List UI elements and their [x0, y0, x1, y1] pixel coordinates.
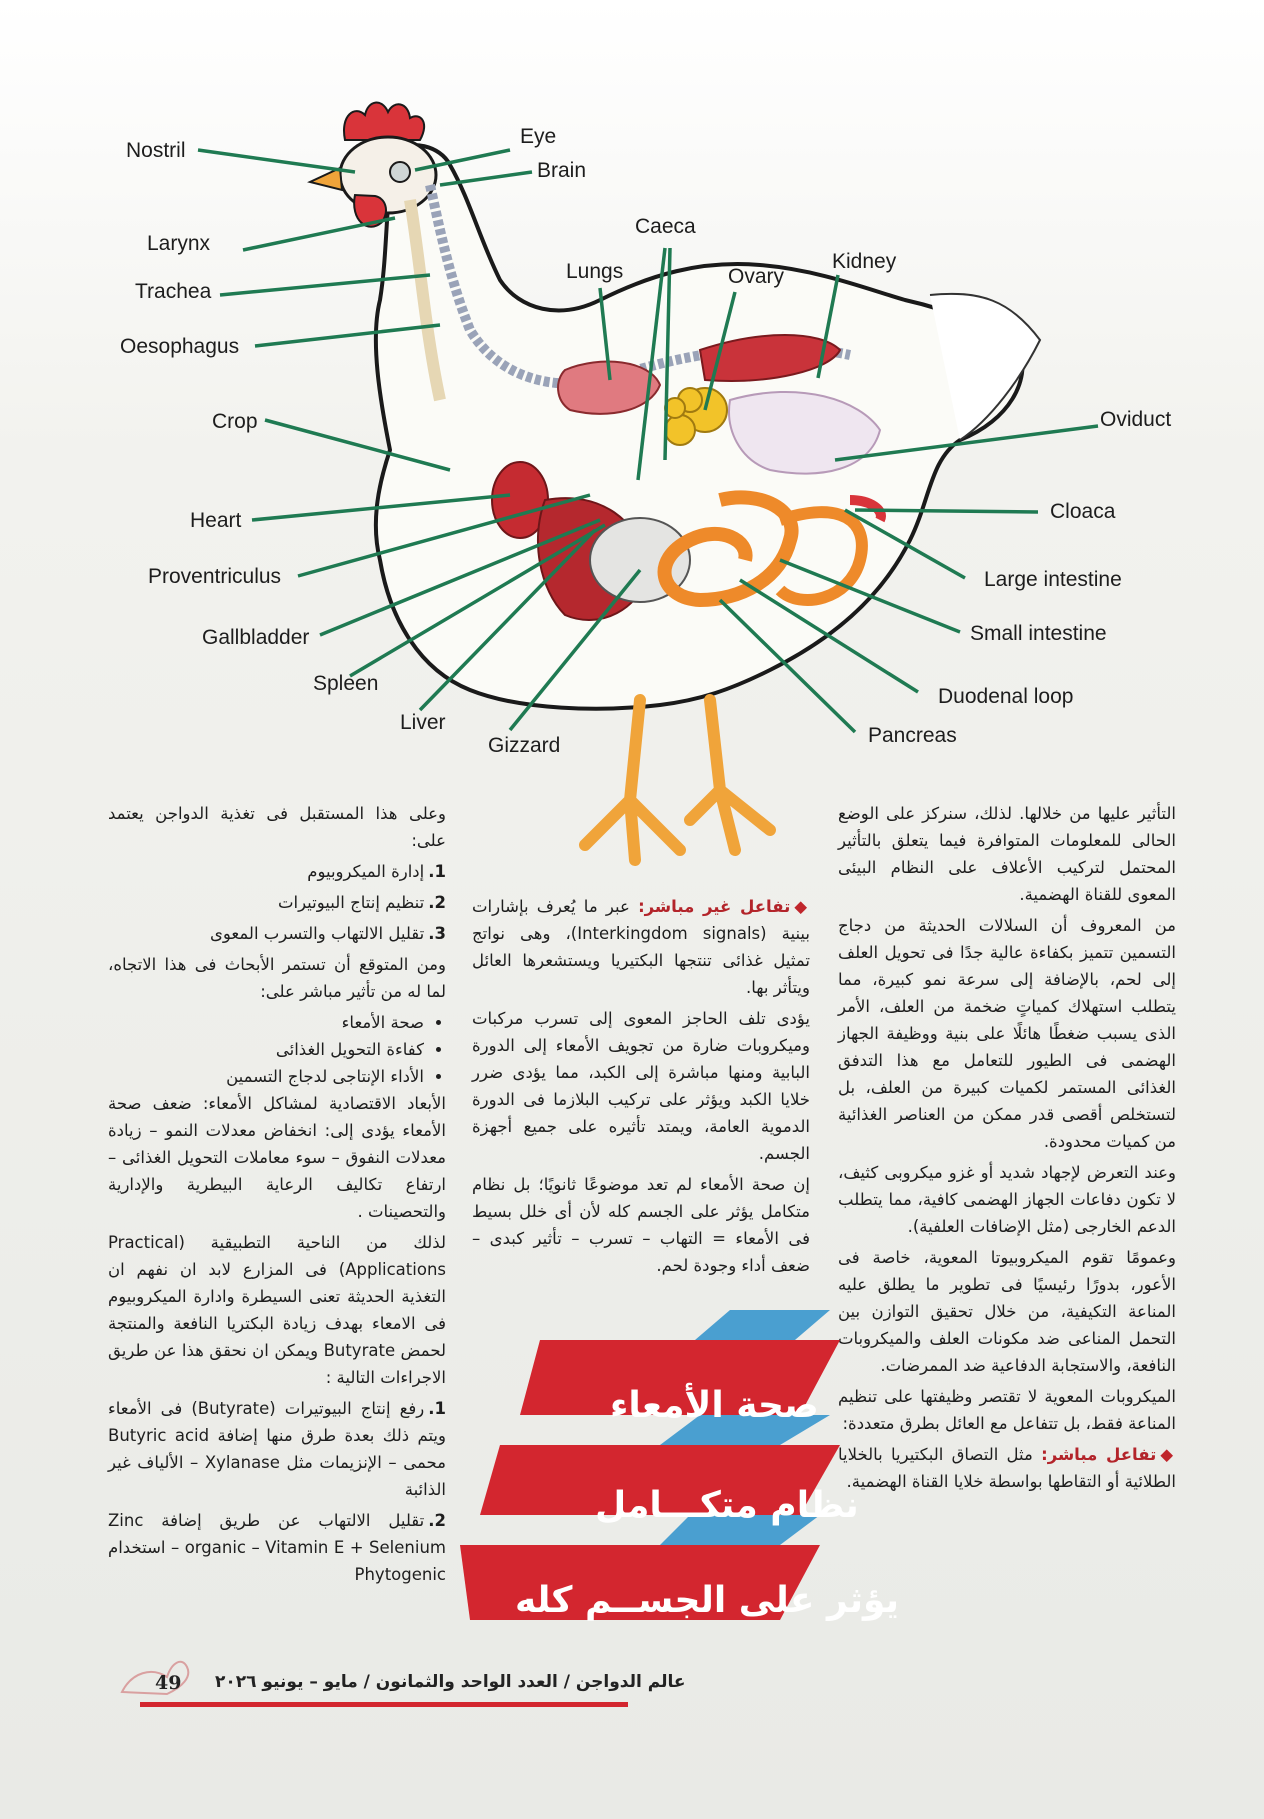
direct-heading: تفاعل مباشر:: [1041, 1445, 1157, 1464]
label-lungs: Lungs: [566, 260, 624, 283]
footer-rule: [140, 1702, 628, 1707]
step-text: تقليل الالتهاب عن طريق إضافة Zinc organic – Vitamin E + Selenium – استخدام Phytogenic: [108, 1511, 446, 1584]
right-column: [838, 800, 1176, 1499]
numbered-item: [108, 920, 446, 947]
comb: [344, 103, 424, 140]
footer-text: عالم الدواجن / العدد الواحد والثمانون / مايو – يونيو ٢٠٢٦: [215, 1672, 686, 1692]
label-kidney: Kidney: [832, 250, 897, 273]
middle-paragraph-2: يؤدى تلف الحاجز المعوى إلى تسرب مركبات وميكروبات ضارة من تجويف الأمعاء إلى الدورة البابية ومنها مباشرة إلى الكبد، مما يؤدى ضرر خلايا الكبد ويؤثر على تركيب البلازما فى الدورة الدموية العامة، ويمتد تأثيره على جميع أجهزة الجسم.: [472, 1009, 810, 1163]
direct-text: مثل التصاق البكتيريا بالخلايا الطلائية أو التقاطها بواسطة خلايا القناة الهضمية.: [838, 1445, 1176, 1491]
item-number: 3.: [428, 924, 446, 943]
label-oviduct: Oviduct: [1100, 408, 1172, 431]
numbered-item: [108, 889, 446, 916]
label-spleen: Spleen: [313, 672, 379, 695]
left-paragraph-3: الأبعاد الاقتصادية لمشاكل الأمعاء: ضعف صحة الأمعاء يؤدى إلى: انخفاض معدلات النمو – زيادة معدلات النفوق – سوء معاملات التحويل الغذائى – ارتفاع تكاليف الرعاية البيطرية والإدارية والتحصينات .: [108, 1094, 446, 1221]
label-pancreas: Pancreas: [868, 724, 957, 747]
label-proventriculus: Proventriculus: [148, 565, 282, 588]
indirect-text: عبر ما يُعرف بإشارات بينية (Interkingdom signals)، وهى نواتج تمثيل غذائى تنتجها البكتيريا ويستشعرها العائل ويتأثر بها.: [472, 897, 811, 997]
item-number: 2.: [428, 893, 446, 912]
label-brain: Brain: [537, 159, 587, 182]
label-liver: Liver: [400, 711, 446, 734]
label-gizzard: Gizzard: [488, 734, 561, 757]
numbered-item: [108, 858, 446, 885]
banner-line-3: يؤثر على الجســم كله: [515, 1580, 900, 1621]
left-column: [108, 800, 446, 1592]
item-text: إدارة الميكروبيوم: [307, 862, 425, 881]
beak: [310, 168, 342, 190]
step-number: 1.: [428, 1399, 447, 1418]
label-gallbladder: Gallbladder: [202, 626, 310, 649]
chicken-anatomy-diagram: [0, 0, 1264, 880]
right-paragraph-1: التأثير عليها من خلالها. لذلك، سنركز على الوضع الحالى للمعلومات المتوافرة فيما يتعلق بالتأثير المحتمل لتركيب الأعلاف على النظام البيئى المعوى للقناة الهضمية.: [838, 804, 1176, 904]
right-paragraph-5: الميكروبات المعوية لا تقتصر وظيفتها على تنظيم المناعة فقط، بل تتفاعل مع العائل بطرق متعددة:: [838, 1387, 1176, 1433]
label-duodenal-loop: Duodenal loop: [938, 685, 1074, 708]
left-intro: وعلى هذا المستقبل فى تغذية الدواجن يعتمد على:: [108, 804, 446, 850]
bullet-list: [108, 1009, 446, 1090]
page-number: 49: [155, 1672, 182, 1694]
banner-line-1: صحة الأمعاء: [610, 1385, 819, 1426]
middle-paragraph-3: إن صحة الأمعاء لم تعد موضوعًا ثانويًا؛ بل نظام متكامل يؤثر على الجسم كله لأن أى خلل بسيط فى الأمعاء = التهاب – تسرب – تأثير كبدى – ضعف أداء وجودة لحم.: [472, 1175, 810, 1275]
right-paragraph-3: وعند التعرض لإجهاد شديد أو غزو ميكروبى كثيف، لا تكون دفاعات الجهاز الهضمى كافية، مما يتطلب الدعم الخارجى (مثل الإضافات العلفية).: [838, 1163, 1176, 1236]
label-large-intestine: Large intestine: [984, 568, 1122, 591]
label-cloaca: Cloaca: [1050, 500, 1116, 523]
leg-left: [585, 700, 680, 860]
right-paragraph-4: وعمومًا تقوم الميكروبيوتا المعوية، خاصة فى الأعور، بدورًا رئيسيًا فى تطوير ما يطلق عليه المناعة التكيفية، من خلال تحقيق التوازن بين التحمل المناعى ضد مكونات العلف والميكروبات النافعة، والاستجابة الدفاعية ضد الممرضات.: [838, 1248, 1176, 1375]
indirect-interaction: [472, 893, 810, 1001]
direct-interaction: [838, 1441, 1176, 1495]
item-text: تنظيم إنتاج البيوتيرات: [277, 893, 425, 912]
label-trachea: Trachea: [135, 280, 212, 303]
diamond-icon: ◆: [794, 897, 810, 916]
step-text: رفع إنتاج البيوتيرات (Butyrate) فى الأمعاء ويتم ذلك بعدة طرق منها إضافة Butyric acid محمى – الإنزيمات مثل Xylanase – الألياف غير الذائبة: [108, 1399, 446, 1499]
label-larynx: Larynx: [147, 232, 211, 255]
left-paragraph-4: لذلك من الناحية التطبيقية (Practical Applications) فى المزارع لابد ان نفهم ان التغذية الحديثة تعنى السيطرة وادارة الميكروبيوم فى الامعاء بهدف زيادة البكتريا النافعة والمنتجة لحمض Butyrate ويمكن ان نحقق هذا عن طريق الاجراءات التالية :: [108, 1233, 446, 1387]
banner-line-2: نظام متكـــامل: [595, 1485, 859, 1526]
label-eye: Eye: [520, 125, 557, 148]
label-crop: Crop: [212, 410, 258, 433]
eye-drawing: [390, 162, 410, 182]
diamond-icon: ◆: [1160, 1445, 1176, 1464]
label-nostril: Nostril: [126, 139, 186, 162]
item-text: تقليل الالتهاب والتسرب المعوى: [209, 924, 425, 943]
step-1: [108, 1395, 446, 1503]
bullet-item: • كفاءة التحويل الغذائى: [108, 1036, 424, 1063]
label-caeca: Caeca: [635, 215, 696, 238]
bullet-item: • صحة الأمعاء: [108, 1009, 424, 1036]
item-number: 1.: [428, 862, 446, 881]
label-ovary: Ovary: [728, 265, 785, 288]
label-small-intestine: Small intestine: [970, 622, 1107, 645]
right-paragraph-2: من المعروف أن السلالات الحديثة من دجاج التسمين تتميز بكفاءة عالية جدًا فى تحويل العلف إلى لحم، بالإضافة إلى سرعة نمو كبيرة، مما يتطلب استهلاك كمياتٍ ضخمة من العلف، الأمر الذى يسبب ضغطًا هائلًا على بنية ووظيفة الجهاز الهضمى فى الطيور للتعامل مع هذا التدفق الغذائى المستمر لكميات كبيرة من العلف، بل لتستخلص أقصى قدر ممكن من العناصر الغذائية من كميات محدودة.: [838, 916, 1176, 1151]
step-2: [108, 1507, 446, 1588]
label-heart: Heart: [190, 509, 242, 532]
step-number: 2.: [428, 1511, 446, 1530]
middle-column: [472, 893, 810, 1283]
left-paragraph-2: ومن المتوقع أن تستمر الأبحاث فى هذا الاتجاه، لما له من تأثير مباشر على:: [108, 955, 446, 1001]
bullet-item: • الأداء الإنتاجى لدجاج التسمين: [108, 1063, 424, 1090]
indirect-heading: تفاعل غير مباشر:: [638, 897, 791, 916]
leg-right: [690, 700, 770, 850]
label-oesophagus: Oesophagus: [120, 335, 240, 358]
